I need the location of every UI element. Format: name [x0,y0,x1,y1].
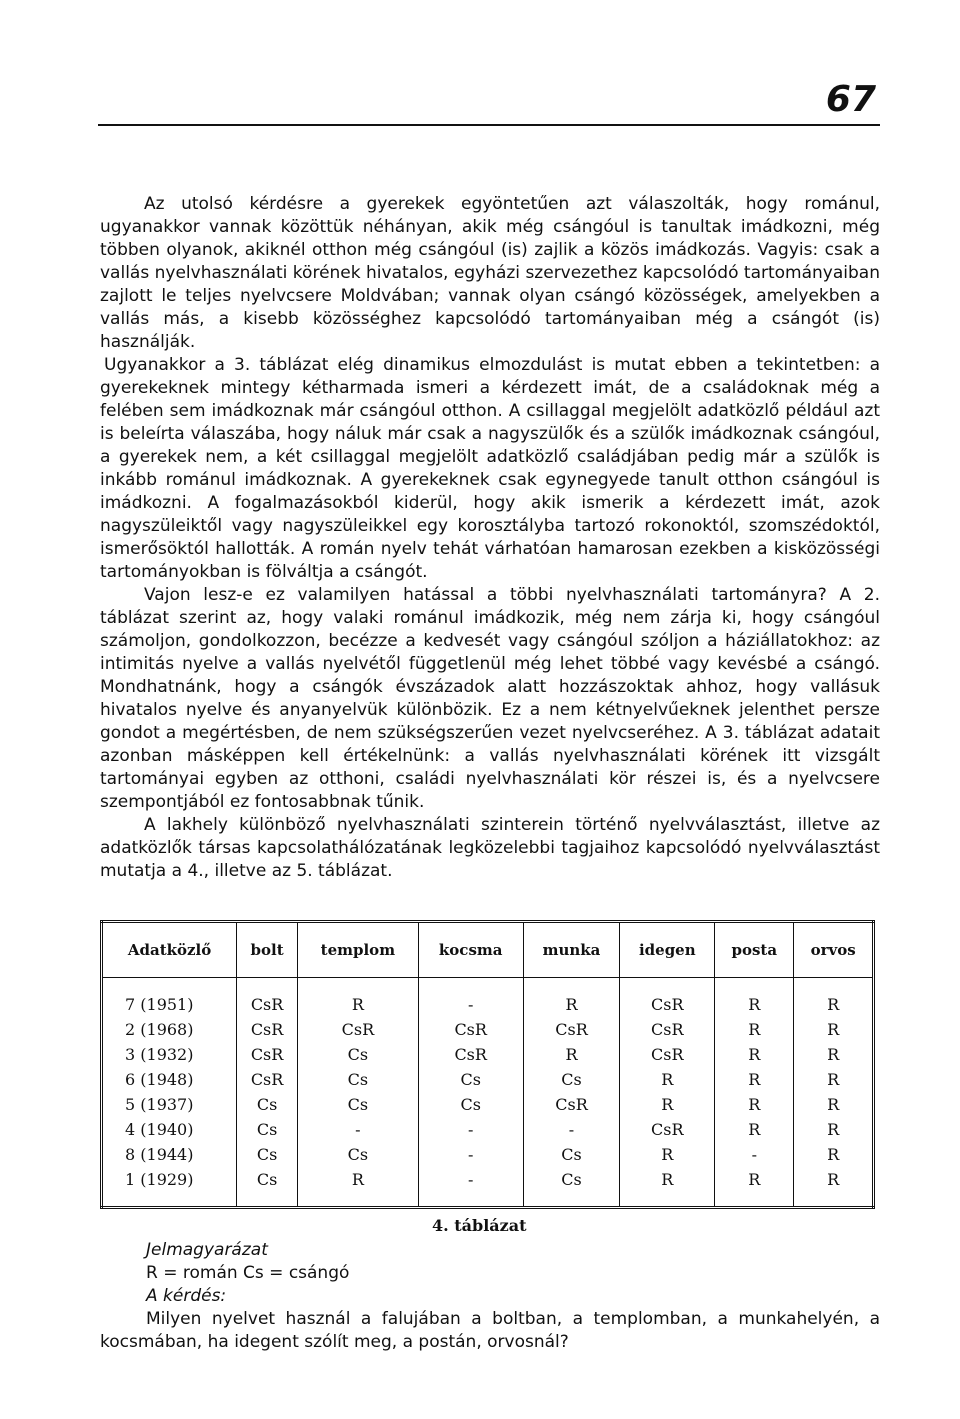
table-cell: CsR [620,1042,715,1067]
table-cell: CsR [523,1092,620,1117]
table-cell: R [794,1142,874,1167]
table-header-row [102,922,874,978]
table-cell: R [620,1092,715,1117]
paragraph: A lakhely különböző nyelvhasználati szinterein történő nyelvválasztást, illetve az adatközlők társas kapcsolathálózatának legközelebbi tagjaihoz kapcsolódó nyelvválasztást mutatja a 4., illetve az 5. táblázat. [100,815,880,881]
table-row [102,1117,874,1142]
question-title: A kérdés: [146,1286,227,1306]
table-cell: CsR [298,1017,419,1042]
table-cell: R [794,1067,874,1092]
table-row [102,978,874,1018]
respondent-cell: 4 (1940) [102,1117,237,1142]
table-cell: Cs [237,1092,298,1117]
table-cell: R [794,1042,874,1067]
column-header: idegen [620,922,715,978]
table-cell: Cs [523,1167,620,1208]
table-row [102,1017,874,1042]
column-header: orvos [794,922,874,978]
column-header: Adatközlő [102,922,237,978]
table-cell: Cs [298,1042,419,1067]
language-choice-table [100,920,875,1209]
table-cell: Cs [237,1167,298,1208]
legend-title: Jelmagyarázat [146,1240,268,1260]
respondent-cell: 3 (1932) [102,1042,237,1067]
table-cell: R [794,1092,874,1117]
table-body [102,978,874,1208]
table-row [102,1167,874,1208]
table-cell: R [794,1167,874,1208]
table-cell: R [715,1167,794,1208]
paragraph: Vajon lesz-e ez valamilyen hatással a többi nyelvhasználati tartományra? A 2. táblázat szerint az, hogy valaki románul imádkozik, még nem zárja ki, hogy csángóul számoljon, gondolkozzon, becézze a kedvesét vagy csángóul szóljon a háziállatokhoz: az intimitás nyelve a vallás nyelvétől függetlenül még lehet többé vagy kevésbé a csángó. Mondhatnánk, hogy a csángók évszázadok alatt hozzászoktak ahhoz, hogy vallásuk hivatalos nyelve és anyanyelvük különbözik. Ez a nem kétnyelvűeknek jelenthet persze gondot a megértésben, de nem szükségszerűen vezet nyelvcseréhez. A 3. táblázat adatait azonban másképpen kell értékelnünk: a vallás nyelvhasználati körének itt vizsgált tartományai egyben az otthoni, családi nyelvhasználati kör részei is, és a nyelvcsere szempontjából ez fontosabbnak tűnik. [100,585,880,812]
table-cell: CsR [620,1017,715,1042]
table-cell: - [298,1117,419,1142]
table-cell: CsR [620,1117,715,1142]
table-cell: R [715,1117,794,1142]
table-cell: Cs [523,1067,620,1092]
table-cell: Cs [298,1142,419,1167]
table-cell: R [794,1117,874,1142]
table-cell: R [715,1017,794,1042]
table-cell: Cs [418,1092,523,1117]
table-cell: Cs [237,1142,298,1167]
table-cell: R [620,1067,715,1092]
table-cell: - [418,1142,523,1167]
respondent-cell: 1 (1929) [102,1167,237,1208]
table-cell: CsR [418,1042,523,1067]
table-cell: CsR [418,1017,523,1042]
table-cell: R [715,1092,794,1117]
table-cell: - [715,1142,794,1167]
table-cell: R [620,1167,715,1208]
table-cell: R [715,1042,794,1067]
column-header: templom [298,922,419,978]
table-cell: Cs [298,1092,419,1117]
table-cell: CsR [237,1017,298,1042]
table-cell: R [715,1067,794,1092]
table-cell: CsR [237,1042,298,1067]
column-header: bolt [237,922,298,978]
table-row [102,1142,874,1167]
question-text: Milyen nyelvet használ a falujában a boltban, a templomban, a munkahelyén, a kocsmában, ha idegent szólít meg, a postán, orvosnál? [100,1309,880,1352]
body-text [100,193,880,883]
column-header: kocsma [418,922,523,978]
table-cell: - [418,978,523,1018]
table-cell: R [523,978,620,1018]
respondent-cell: 2 (1968) [102,1017,237,1042]
table-caption: 4. táblázat [432,1216,527,1235]
table-cell: - [418,1167,523,1208]
table-cell: Cs [298,1067,419,1092]
table-cell: R [715,978,794,1018]
table-cell: - [418,1117,523,1142]
header-rule [98,124,880,126]
table-cell: R [523,1042,620,1067]
respondent-cell: 6 (1948) [102,1067,237,1092]
column-header: posta [715,922,794,978]
respondent-cell: 7 (1951) [102,978,237,1018]
table-cell: CsR [620,978,715,1018]
table-cell: R [298,1167,419,1208]
legend-text: R = román Cs = csángó [146,1263,350,1283]
page-number: 67 [825,79,876,120]
table-cell: Cs [237,1117,298,1142]
table-cell: - [523,1117,620,1142]
table-row [102,1067,874,1092]
table-cell: R [794,978,874,1018]
table-cell: CsR [237,978,298,1018]
paragraph: Ugyanakkor a 3. táblázat elég dinamikus elmozdulást is mutat ebben a tekintetben: a gyerekeknek mintegy kétharmada ismeri a kérdezett imát, de a családoknak még a felében sem imádkoznak már csángóul otthon. A csillaggal megjelölt adatközlő például azt is beleírta válaszába, hogy náluk már csak a nagyszülők és a szülők imádkoznak csángóul, a gyerekek nem, a két csillaggal megjelölt adatközlő családjában pedig már a szülők is inkább románul imádkoznak. A gyerekeknek csak egynegyede tanult otthon csángóul is imádkozni. A fogalmazásokból kiderül, hogy akik ismerik a kérdezett imát, azok nagyszüleiktől vagy nagyszüleikkel egy korosztályba tartozó rokonoktól, szomszédoktól, ismerősöktól hallották. A román nyelv tehát várhatóan hamarosan ezekben a kisközösségi tartományokban is fölváltja a csángót. [100,355,880,582]
table-cell: R [298,978,419,1018]
table-cell: Cs [418,1067,523,1092]
paragraph: Az utolsó kérdésre a gyerekek egyöntetűen azt válaszolták, hogy románul, ugyanakkor vannak közöttük néhányan, akik még csángóul is tanultak imádkozni, még többen olyanok, akiknél otthon még csángóul (is) zajlik a közös imádkozás. Vagyis: csak a vallás nyelvhasználati körének hivatalos, egyházi szervezethez kapcsolódó tartományaiban zajlott le teljes nyelvcsere Moldvában; vannak olyan csángó közösségek, amelyekben a vallás más, a kisebb közösséghez kapcsolódó tartományaiban még a csángót (is) használják. [100,194,880,352]
table-cell: CsR [237,1067,298,1092]
legend [100,1239,880,1354]
table-row [102,1092,874,1117]
column-header: munka [523,922,620,978]
respondent-cell: 5 (1937) [102,1092,237,1117]
respondent-cell: 8 (1944) [102,1142,237,1167]
table-cell: R [794,1017,874,1042]
table-cell: Cs [523,1142,620,1167]
table-cell: CsR [523,1017,620,1042]
table-cell: R [620,1142,715,1167]
data-table [100,920,875,1209]
table-row [102,1042,874,1067]
